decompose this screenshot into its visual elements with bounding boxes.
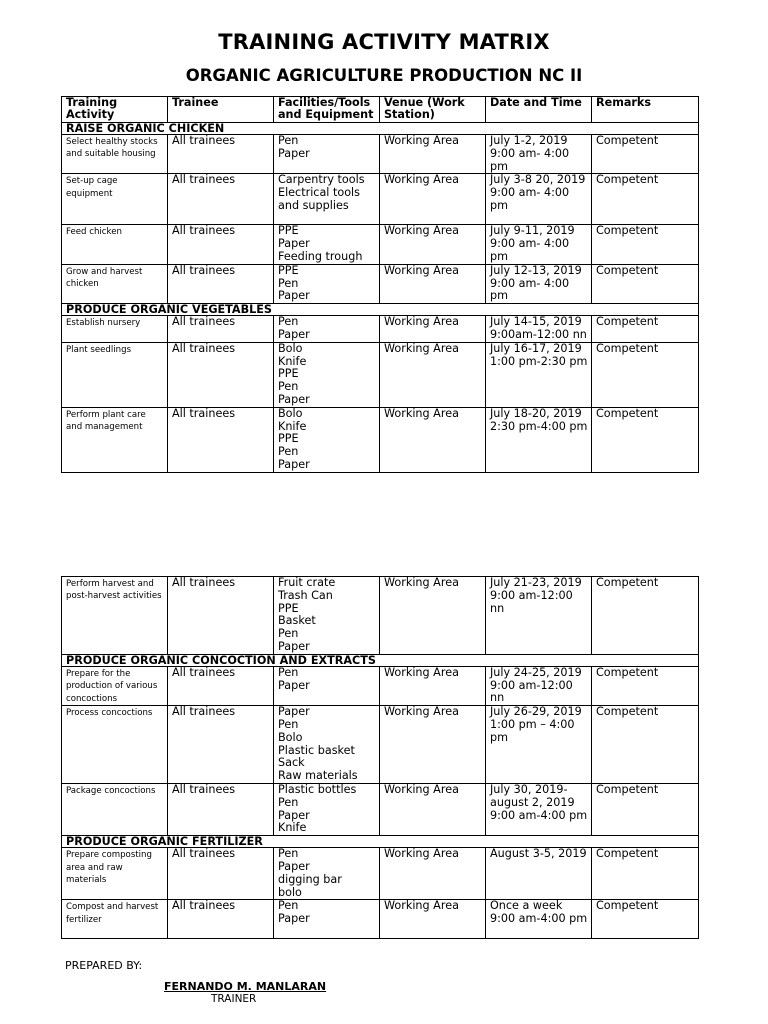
facility-item: Paper xyxy=(278,392,310,406)
date-time-cell xyxy=(486,407,592,472)
facility-item: Pen xyxy=(278,899,299,913)
remarks-cell: Competent xyxy=(592,783,699,835)
table-row xyxy=(62,135,699,174)
date-time-line: July 14-15, 2019 xyxy=(490,315,582,329)
remarks-cell: Competent xyxy=(592,225,699,264)
facilities-cell xyxy=(274,342,380,407)
facilities-cell xyxy=(274,666,380,705)
date-time-cell xyxy=(486,783,592,835)
facility-item: Paper xyxy=(278,639,310,653)
facility-item: Bolo xyxy=(278,407,303,420)
facility-item: Raw materials xyxy=(278,769,358,783)
facility-item: Pen xyxy=(278,795,299,809)
facilities-cell xyxy=(274,783,380,835)
venue-cell: Working Area xyxy=(380,342,486,407)
trainee-cell: All trainees xyxy=(168,264,274,303)
header-remarks: Remarks xyxy=(592,97,699,123)
table-header-row xyxy=(62,97,699,123)
training-activity-cell: Select healthy stocks and suitable housing xyxy=(62,135,168,174)
remarks-cell: Competent xyxy=(592,342,699,407)
date-time-line: 9:00 am- 4:00 xyxy=(490,237,570,251)
document-title: TRAINING ACTIVITY MATRIX xyxy=(218,30,550,54)
facility-item: Pen xyxy=(278,315,299,329)
table-row xyxy=(62,316,699,343)
date-time-cell xyxy=(486,225,592,264)
facility-item: Pen xyxy=(278,847,299,861)
facility-item: and supplies xyxy=(278,198,349,212)
table-row xyxy=(62,342,699,407)
remarks-cell: Competent xyxy=(592,666,699,705)
venue-cell: Working Area xyxy=(380,316,486,343)
table-row xyxy=(62,174,699,225)
date-time-line: 9:00 am-4:00 pm xyxy=(490,808,588,822)
section-row xyxy=(62,304,699,316)
table-row xyxy=(62,577,699,655)
date-time-cell xyxy=(486,174,592,225)
header-facilities: Facilities/Tools and Equipment xyxy=(274,97,380,123)
training-activity-cell: Perform harvest and post-harvest activities xyxy=(62,577,168,655)
prepared-by-label: PREPARED BY: xyxy=(65,959,143,972)
trainee-cell: All trainees xyxy=(168,783,274,835)
facility-item: Paper xyxy=(278,146,310,160)
date-time-cell xyxy=(486,848,592,900)
remarks-cell: Competent xyxy=(592,407,699,472)
facility-item: Knife xyxy=(278,821,307,835)
facilities-cell xyxy=(274,135,380,174)
table-row xyxy=(62,900,699,939)
facility-item: Paper xyxy=(278,705,310,719)
training-activity-cell: Package concoctions xyxy=(62,783,168,835)
facility-item: digging bar xyxy=(278,872,342,886)
date-time-cell xyxy=(486,666,592,705)
facilities-cell xyxy=(274,407,380,472)
facility-item: Feeding trough xyxy=(278,249,363,263)
date-time-line: pm xyxy=(490,249,508,263)
remarks-cell: Competent xyxy=(592,135,699,174)
trainee-cell: All trainees xyxy=(168,407,274,472)
date-time-line: August 3-5, 2019 xyxy=(490,847,587,861)
venue-cell: Working Area xyxy=(380,666,486,705)
facility-item: Sack xyxy=(278,756,305,770)
date-time-line: 1:00 pm – 4:00 xyxy=(490,717,575,731)
facility-item: Bolo xyxy=(278,730,303,744)
trainee-cell: All trainees xyxy=(168,135,274,174)
venue-cell: Working Area xyxy=(380,577,486,655)
date-time-line: July 21-23, 2019 xyxy=(490,576,582,589)
training-activity-cell: Grow and harvest chicken xyxy=(62,264,168,303)
facility-item: Electrical tools xyxy=(278,186,360,200)
date-time-cell xyxy=(486,264,592,303)
venue-cell: Working Area xyxy=(380,264,486,303)
section-produce-organic-vegetables: PRODUCE ORGANIC VEGETABLES xyxy=(62,304,699,316)
section-row xyxy=(62,836,699,848)
remarks-cell: Competent xyxy=(592,316,699,343)
training-matrix-table-page-2 xyxy=(61,576,699,939)
training-activity-cell: Set-up cage equipment xyxy=(62,174,168,225)
facilities-cell xyxy=(274,316,380,343)
facilities-cell xyxy=(274,225,380,264)
venue-cell: Working Area xyxy=(380,407,486,472)
facility-item: Basket xyxy=(278,614,316,628)
training-activity-cell: Plant seedlings xyxy=(62,342,168,407)
table-row xyxy=(62,706,699,784)
date-time-line: 9:00 am- 4:00 xyxy=(490,186,570,200)
facility-item: Pen xyxy=(278,627,299,641)
facility-item: Paper xyxy=(278,237,310,251)
training-activity-cell: Feed chicken xyxy=(62,225,168,264)
header-venue: Venue (Work Station) xyxy=(380,97,486,123)
facility-item: Carpentry tools xyxy=(278,173,365,187)
date-time-line: July 30, 2019- xyxy=(490,783,568,796)
venue-cell: Working Area xyxy=(380,225,486,264)
trainee-cell: All trainees xyxy=(168,316,274,343)
date-time-line: July 26-29, 2019 xyxy=(490,705,582,719)
facilities-cell xyxy=(274,174,380,225)
date-time-line: 9:00am-12:00 nn xyxy=(490,327,587,341)
trainee-cell: All trainees xyxy=(168,900,274,939)
training-activity-cell: Process concoctions xyxy=(62,706,168,784)
date-time-line: august 2, 2019 xyxy=(490,795,575,809)
trainee-cell: All trainees xyxy=(168,342,274,407)
facility-item: Pen xyxy=(278,276,299,290)
section-raise-organic-chicken: RAISE ORGANIC CHICKEN xyxy=(62,123,699,135)
trainee-cell: All trainees xyxy=(168,666,274,705)
facilities-cell xyxy=(274,577,380,655)
date-time-line: nn xyxy=(490,601,505,615)
table-row xyxy=(62,407,699,472)
remarks-cell: Competent xyxy=(592,264,699,303)
date-time-cell xyxy=(486,706,592,784)
date-time-line: 1:00 pm-2:30 pm xyxy=(490,354,588,368)
date-time-line: July 18-20, 2019 xyxy=(490,407,582,420)
facility-item: Paper xyxy=(278,912,310,926)
date-time-cell xyxy=(486,316,592,343)
section-produce-organic-concoction: PRODUCE ORGANIC CONCOCTION AND EXTRACTS xyxy=(62,654,699,666)
facility-item: PPE xyxy=(278,367,299,381)
section-row xyxy=(62,654,699,666)
date-time-line: July 1-2, 2019 xyxy=(490,134,568,147)
date-time-line: nn xyxy=(490,691,505,705)
facility-item: PPE xyxy=(278,224,299,238)
venue-cell: Working Area xyxy=(380,783,486,835)
remarks-cell: Competent xyxy=(592,706,699,784)
facility-item: PPE xyxy=(278,601,299,615)
table-row xyxy=(62,264,699,303)
training-activity-cell: Establish nursery xyxy=(62,316,168,343)
remarks-cell: Competent xyxy=(592,577,699,655)
table-row xyxy=(62,848,699,900)
table-row xyxy=(62,225,699,264)
trainee-cell: All trainees xyxy=(168,174,274,225)
venue-cell: Working Area xyxy=(380,706,486,784)
facilities-cell xyxy=(274,848,380,900)
date-time-line: July 3-8 20, 2019 xyxy=(490,173,586,187)
venue-cell: Working Area xyxy=(380,848,486,900)
date-time-line: July 9-11, 2019 xyxy=(490,224,575,238)
training-activity-cell: Prepare composting area and raw materials xyxy=(62,848,168,900)
trainee-cell: All trainees xyxy=(168,706,274,784)
facility-item: Pen xyxy=(278,717,299,731)
date-time-line: pm xyxy=(490,289,508,303)
facility-item: Plastic basket xyxy=(278,743,355,757)
trainee-cell: All trainees xyxy=(168,848,274,900)
facility-item: PPE xyxy=(278,432,299,446)
header-trainee: Trainee xyxy=(168,97,274,123)
training-activity-cell: Prepare for the production of various concoctions xyxy=(62,666,168,705)
facility-item: Knife xyxy=(278,419,307,433)
facility-item: bolo xyxy=(278,885,302,899)
facility-item: Fruit crate xyxy=(278,576,336,589)
facility-item: Paper xyxy=(278,678,310,692)
table-row xyxy=(62,666,699,705)
venue-cell: Working Area xyxy=(380,174,486,225)
preparer-name: FERNANDO M. MANLARAN xyxy=(164,980,327,993)
date-time-line: 9:00 am- 4:00 xyxy=(490,276,570,290)
header-date-time: Date and Time xyxy=(486,97,592,123)
section-row xyxy=(62,123,699,135)
remarks-cell: Competent xyxy=(592,848,699,900)
remarks-cell: Competent xyxy=(592,174,699,225)
facility-item: Pen xyxy=(278,134,299,147)
date-time-cell xyxy=(486,900,592,939)
trainee-cell: All trainees xyxy=(168,577,274,655)
table-row xyxy=(62,783,699,835)
date-time-line: 9:00 am-12:00 xyxy=(490,588,573,602)
document-subtitle: ORGANIC AGRICULTURE PRODUCTION NC II xyxy=(185,66,583,85)
date-time-line: 9:00 am-4:00 pm xyxy=(490,912,588,926)
header-training-activity: Training Activity xyxy=(62,97,168,123)
training-activity-cell: Compost and harvest fertilizer xyxy=(62,900,168,939)
facility-item: Paper xyxy=(278,859,310,873)
date-time-line: 9:00 am- 4:00 xyxy=(490,146,570,160)
date-time-line: 2:30 pm-4:00 pm xyxy=(490,419,588,433)
date-time-line: pm xyxy=(490,159,508,173)
venue-cell: Working Area xyxy=(380,900,486,939)
date-time-line: July 16-17, 2019 xyxy=(490,342,582,355)
section-produce-organic-fertilizer: PRODUCE ORGANIC FERTILIZER xyxy=(62,836,699,848)
date-time-line: 9:00 am-12:00 xyxy=(490,678,573,692)
date-time-line: pm xyxy=(490,730,508,744)
facilities-cell xyxy=(274,900,380,939)
date-time-line: Once a week xyxy=(490,899,563,913)
facility-item: Paper xyxy=(278,457,310,471)
preparer-role: TRAINER xyxy=(211,993,257,1005)
facility-item: Paper xyxy=(278,327,310,341)
facilities-cell xyxy=(274,706,380,784)
date-time-line: pm xyxy=(490,198,508,212)
date-time-line: July 24-25, 2019 xyxy=(490,666,582,679)
facility-item: Trash Can xyxy=(278,588,333,602)
facility-item: Paper xyxy=(278,808,310,822)
facility-item: Pen xyxy=(278,666,299,679)
date-time-line: July 12-13, 2019 xyxy=(490,264,582,277)
facility-item: Pen xyxy=(278,445,299,459)
date-time-cell xyxy=(486,577,592,655)
facility-item: Plastic bottles xyxy=(278,783,357,796)
facility-item: PPE xyxy=(278,264,299,277)
facility-item: Pen xyxy=(278,380,299,394)
facility-item: Bolo xyxy=(278,342,303,355)
venue-cell: Working Area xyxy=(380,135,486,174)
facilities-cell xyxy=(274,264,380,303)
date-time-cell xyxy=(486,342,592,407)
facility-item: Paper xyxy=(278,289,310,303)
facility-item: Knife xyxy=(278,354,307,368)
date-time-cell xyxy=(486,135,592,174)
trainee-cell: All trainees xyxy=(168,225,274,264)
training-activity-cell: Perform plant care and management xyxy=(62,407,168,472)
training-matrix-table-page-1 xyxy=(61,96,699,473)
remarks-cell: Competent xyxy=(592,900,699,939)
